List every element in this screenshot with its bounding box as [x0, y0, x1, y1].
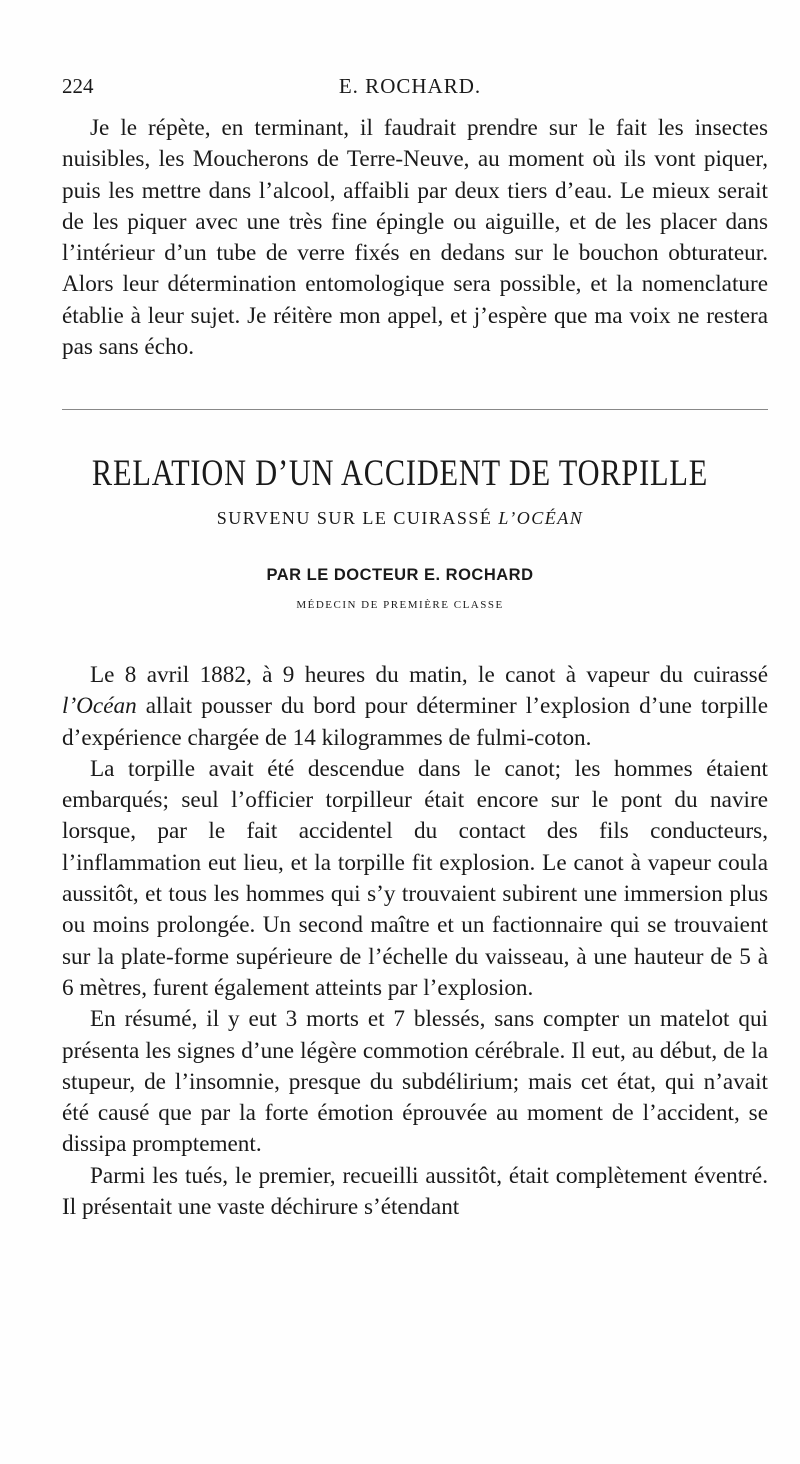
- page-number: 224: [62, 74, 94, 98]
- article-subtitle: [0, 508, 800, 529]
- body-paragraph-1: [62, 660, 768, 754]
- body-paragraph-4: Parmi les tués, le premier, recueilli aussitôt, était complètement éventré. Il présentait une vaste déchirure s’étendant: [62, 1162, 768, 1221]
- intro-paragraph-block: [62, 113, 768, 363]
- subtitle-ship: L’OCÉAN: [498, 508, 584, 528]
- running-head: E. ROCHARD.: [338, 74, 482, 98]
- article-author: PAR LE DOCTEUR E. ROCHARD: [266, 566, 534, 584]
- article-body: [62, 660, 768, 1223]
- p1-ship-name: l’Océan: [62, 693, 137, 720]
- subtitle-prefix: SURVENU SUR LE CUIRASSÉ: [216, 508, 493, 528]
- article-title: RELATION D’UN ACCIDENT DE TORPILLE: [91, 453, 709, 494]
- p1-before: Le 8 avril 1882, à 9 heures du matin, le canot à vapeur du cuirassé: [90, 662, 768, 688]
- page-header: [62, 74, 758, 104]
- author-affiliation: MÉDECIN DE PREMIÈRE CLASSE: [296, 599, 504, 611]
- p1-after: allait pousser du bord pour déterminer l’explosion d’une torpille d’expérience chargée de 14 kilogrammes de fulmi-coton.: [62, 693, 768, 751]
- body-paragraph-3: En résumé, il y eut 3 morts et 7 blessés, sans compter un matelot qui présenta les signes d’une légère commotion cérébrale. Il eut, au début, de la stupeur, de l’insomnie, presque du subdélirium; mais cet état, qui n’avait été causé que par la forte émotion éprouvée au moment de l’accident, se dissipa promptement.: [62, 1006, 768, 1158]
- intro-paragraph: Je le répète, en terminant, il faudrait prendre sur le fait les insectes nuisibles, les Moucherons de Terre-Neuve, au moment où ils vont piquer, puis les mettre dans l’alcool, affaibli par deux tiers d’eau. Le mieux serait de les piquer avec une très fine épingle ou aiguille, et de les placer dans l’intérieur d’un tube de verre fixés en dedans sur le bouchon obturateur. Alors leur détermination entomologique sera possible, et la nomenclature établie à leur sujet. Je réitère mon appel, et j’espère que ma voix ne restera pas sans écho.: [62, 115, 768, 361]
- section-divider: [62, 409, 768, 410]
- body-paragraph-2: La torpille avait été descendue dans le canot; les hommes étaient embarqués; seul l’officier torpilleur était encore sur le pont du navire lorsque, par le fait accidentel du contact des fils conducteurs, l’inflammation eut lieu, et la torpille fit explosion. Le canot à vapeur coula aussitôt, et tous les hommes qui s’y trouvaient subirent une immersion plus ou moins prolongée. Un second maître et un factionnaire qui se trouvaient sur la plate-forme supérieure de l’échelle du vaisseau, à une hauteur de 5 à 6 mètres, furent également atteints par l’explosion.: [62, 755, 768, 1001]
